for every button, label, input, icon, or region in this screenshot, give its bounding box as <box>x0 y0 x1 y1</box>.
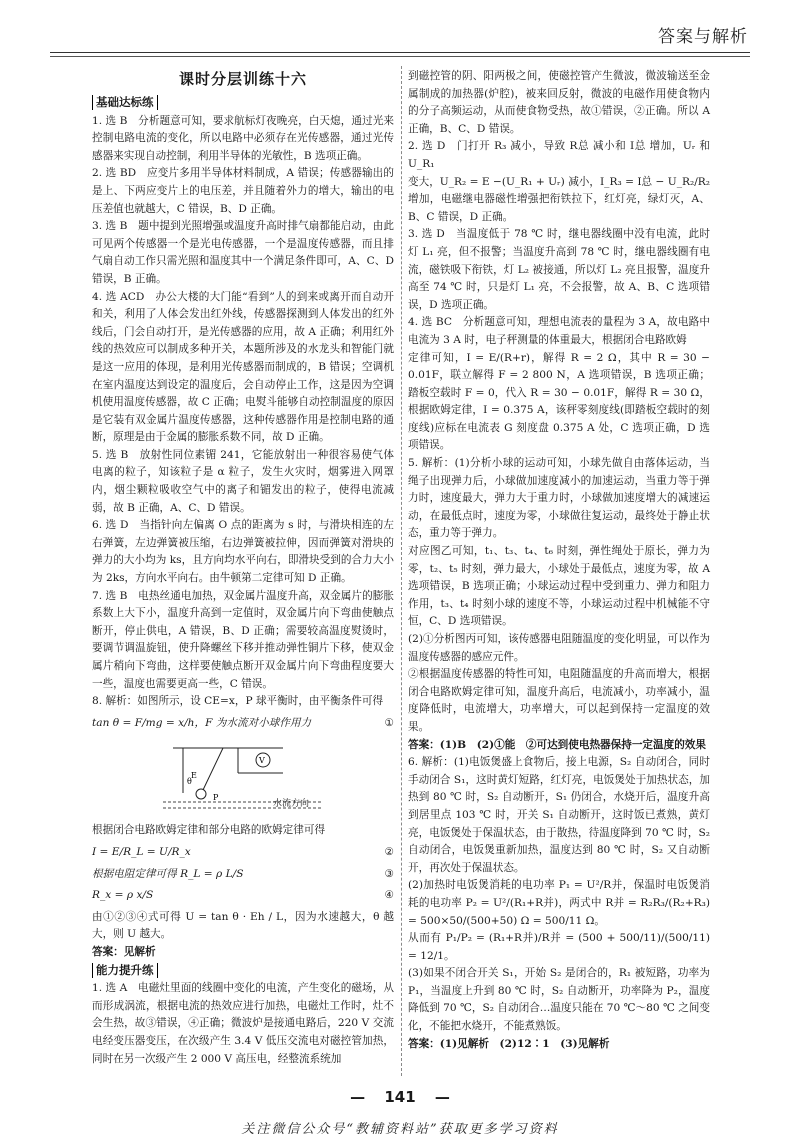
flow-direction-label: 水流方向 <box>273 799 310 810</box>
circuit-diagram <box>143 738 343 818</box>
section-basic: 基础达标练 <box>92 95 158 110</box>
header-title: 答案与解析 <box>658 27 748 47</box>
formula-2-text: I = E/R_L = U/R_x <box>92 845 191 858</box>
header-rule <box>50 52 750 53</box>
advanced-answer-2b: 变大，U_R₂ = E −(U_R₁ + Uᵣ) 减小，I_R₃ = I总 − U_R₂/R₂ 增加，电磁继电器磁性增强把衔铁拉下，红灯亮，绿灯灭，A、B、C 错误，D 正确。 <box>408 175 710 223</box>
svg-text:θ: θ <box>187 777 192 787</box>
answer-8-law: 根据闭合电路欧姆定律和部分电路的欧姆定律可得 <box>92 824 326 837</box>
answer-6: 6. 选 D 当指针向左偏离 O 点的距离为 s 时，与滑块相连的左右弹簧，左边弹簧被压缩，右边弹簧被拉伸，因而弹簧对滑块的弹力的大小均为 ks，且方向均水平向右，即滑块受到的合力大小为 2ks，方向水平向右。由牛顿第二定律可知 D 正确。 <box>92 519 394 585</box>
formula-4-number: ④ <box>384 889 394 902</box>
page-number-dash-left: — <box>350 1088 366 1106</box>
advanced-answer-4b: 定律可知，I = E/(R+r)，解得 R = 2 Ω，其中 R = 30 − 0.01F，联立解得 F = 2 800 N，A 选项错误，B 选项正确；踏板空载时 F = 0，代入 R = 30 − 0.01F，解得 R = 30 Ω，根据欧姆定律，I = 0.375 A，该秤零刻度线(即踏板空载时的刻度线)应标在电流表 G 刻度盘 0.375 A 处，C 选项正确，D 选项错误。 <box>408 351 710 452</box>
advanced-answer-1: 1. 选 A 电磁灶里面的线圈中变化的电流，产生变化的磁场，从而形成涡流，根据电流的热效应进行加热，电磁灶工作时，灶不会生热，故③错误，④正确；微波炉是接通电路后，220 V 交流电经变压器变压，在次级产生 3.4 V 低压交流电对磁控管加热，同时在另一次级产生 2 000 V 高压电，经整流系统加 <box>92 982 394 1065</box>
advanced-answer-2a: 2. 选 D 门打开 R₃ 减小，导致 R总 减小和 I总 增加，Uᵣ 和 U_R₁ <box>408 140 710 170</box>
advanced-answer-6a: 6. 解析：(1)电饭煲盛上食物后，接上电源，S₂ 自动闭合，同时手动闭合 S₁，这时黄灯短路，红灯亮，电饭煲处于加热状态，加热到 80 ℃ 时，S₂ 自动断开，S₁ 仍闭合，水烧开后，温度升高到居里点 103 ℃ 时，开关 S₁ 自动断开，这时饭已煮熟，黄灯亮，电饭煲处于保温状态，由于散热，待温度降到 70 ℃ 时，S₂ 自动闭合，电饭煲重新加热，温度达到 80 ℃ 时，S₂ 又自动断开，再次处于保温状态。 <box>408 756 710 874</box>
advanced-answer-5-final: 答案：(1)B (2)①能 ②可达到使电热器保持一定温度的效果 <box>408 738 706 751</box>
header-rule-thin <box>50 56 750 57</box>
ball-icon <box>196 789 206 799</box>
advanced-answer-5a: 5. 解析：(1)分析小球的运动可知，小球先做自由落体运动，当绳子出现弹力后，小球做加速度减小的加速运动，当重力等于弹力时，速度最大，弹力大于重力时，小球做加速度增大的减速运动，在最低点时，速度为零，小球做往复运动，最终处于静止状态，重力等于弹力。 <box>408 457 710 540</box>
formula-1 <box>92 715 394 733</box>
formula-2 <box>92 844 394 862</box>
page-header <box>0 0 800 58</box>
column-divider <box>401 66 402 1076</box>
formula-1-number: ① <box>384 716 394 729</box>
answer-8-final: 答案：见解析 <box>92 945 156 958</box>
page-number-dash-right: — <box>434 1088 450 1106</box>
answer-3: 3. 选 B 题中提到光照增强或温度升高时排气扇都能启动，由此可见两个传感器一个是光电传感器，一个是温度传感器，而且排气扇自动工作只需光照和温度其中一个满足条件即可，A、C、D 错误，B 正确。 <box>92 220 394 285</box>
left-column <box>92 68 394 1068</box>
page-title: 课时分层训练十六 <box>178 70 307 88</box>
answer-5: 5. 选 B 放射性同位素镅 241，它能放射出一种很容易使气体电离的粒子，知该粒子是 α 粒子，发生火灾时，烟雾进入网罩内，烟尘颗粒吸收空气中的离子和镅发出的粒子，使得电流减弱，故 B 正确，A、C、D 错误。 <box>92 448 394 514</box>
formula-3-number: ③ <box>384 867 394 880</box>
advanced-answer-3: 3. 选 D 当温度低于 78 ℃ 时，继电器线圈中没有电流，此时灯 L₁ 亮，但不报警；当温度升高到 78 ℃ 时，继电器线圈有电流，磁铁吸下衔铁，灯 L₂ 被接通，所以灯 L₂ 亮且报警，温度升高至 74 ℃ 时，只是灯 L₁ 亮，不会报警，故 A、B、C 选项错误，D 选项正确。 <box>408 228 710 311</box>
svg-text:V: V <box>259 756 265 766</box>
page-number <box>0 1088 800 1106</box>
svg-text:E: E <box>191 771 197 781</box>
advanced-answer-5b: 对应图乙可知，t₁、t₃、t₄、t₆ 时刻，弹性绳处于原长，弹力为零，t₂、t₅ 时刻，弹力最大，小球处于最低点，速度为零，故 A 选项错误，B 选项正确；小球运动过程中受到重力、弹力和阻力作用，t₃、t₄ 时刻小球的速度不等，小球运动过程中机械能不守恒，C、D 选项错误。 <box>408 545 710 628</box>
answer-8-conclusion: 由①②③④式可得 U = tan θ · Eh / L，因为水速越大，θ 越大，则 U 越大。 <box>92 910 394 941</box>
answer-7: 7. 选 B 电热丝通电加热，双金属片温度升高，双金属片的膨胀系数上大下小，温度升高到一定值时，双金属片向下弯曲使触点断开，停止供电，A 错误，B、D 正确；需要较高温度熨烫时，要调节调温旋钮，使升降螺丝下移并推动弹性铜片下移，使双金属片稍向下弯曲，这样要使触点断开双金属片向下弯曲程度要大一些，温度也需要更高一些，C 错误。 <box>92 589 394 690</box>
footer-note: 关注微信公众号“教辅资料站”获取更多学习资料 <box>241 1122 559 1137</box>
advanced-answer-6d: (3)如果不闭合开关 S₁，开始 S₂ 是闭合的，R₁ 被短路，功率为 P₁，当温度上升到 80 ℃ 时，S₂ 自动断开，功率降为 P₂，温度降低到 70 ℃，S₂ 自动闭合…温度只能在 70 ℃～80 ℃ 之间变化，不能把水烧开，不能煮熟饭。 <box>408 967 710 1033</box>
advanced-answer-6c: 从而有 P₁/P₂ = (R₁+R并)/R并 = (500 + 500/11)/(500/11) = 12/1。 <box>408 932 710 962</box>
answer-4: 4. 选 ACD 办公大楼的大门能“看到”人的到来或离开而自动开和关，利用了人体会发出红外线，传感器探测到人体发出的红外线后，门会自动打开，是光传感器的应用，故 A 正确；利用红外线的热效应可以制成多种开关，本题所涉及的水龙头和智能门就是这一应用的体现，是利用光传感器而制成的，B 错误；空调机在室内温度达到设定的温度后，会自动停止工作，这是因为空调机使用温度传感器，故 C 正确；电熨斗能够自动控制温度的原因是它装有双金属片温度传感器，这种传感器作用是控制电路的通断，原理是由于金属的膨胀系数不同，故 D 正确。 <box>92 290 394 444</box>
formula-1-text: tan θ = F/mg = x/h，F 为水流对小球作用力 <box>92 716 312 729</box>
right-column <box>408 68 710 1053</box>
formula-3 <box>92 866 394 884</box>
water-flow-figure <box>143 738 343 818</box>
advanced-answer-5c: (2)①分析图丙可知，该传感器电阻随温度的变化明显，可以作为温度传感器的感应元件。 <box>408 633 710 663</box>
svg-text:P: P <box>213 793 219 803</box>
advanced-answer-6-final: 答案：(1)见解析 (2)12∶1 (3)见解析 <box>408 1037 610 1050</box>
formula-4-text: R_x = ρ x/S <box>92 889 154 902</box>
formula-2-number: ② <box>384 845 394 858</box>
advanced-answer-5d: ②根据温度传感器的特性可知，电阻随温度的升高而增大，根据闭合电路欧姆定律可知，温度升高后，电流减小，功率减小，温度降低时，电流增大，功率增大，可以起到保持一定温度的效果。 <box>408 668 710 733</box>
answer-8-intro: 8. 解析：如图所示，设 CE=x，P 球平衡时，由平衡条件可得 <box>92 695 384 708</box>
formula-3-text: 根据电阻定律可得 R_L = ρ L/S <box>92 867 244 880</box>
section-advanced: 能力提升练 <box>92 963 158 978</box>
formula-4 <box>92 887 394 905</box>
answer-1: 1. 选 B 分析题意可知，要求航标灯夜晚亮，白天熄，通过光来控制电路电流的变化，所以电路中必须存在光传感器，通过光传感器来实现自动控制，利用半导体的光敏性，B 选项正确。 <box>92 114 394 162</box>
page-number-value: 141 <box>384 1088 416 1106</box>
answer-2: 2. 选 BD 应变片多用半导体材料制成，A 错误；传感器输出的是上、下两应变片上的电压差，并且随着外力的增大，输出的电压差值也就越大，C 错误，B、D 正确。 <box>92 167 394 215</box>
advanced-answer-1-continued: 到磁控管的阴、阳两极之间，使磁控管产生微波，微波输送至金属制成的加热器(炉腔)，被来回反射，微波的电磁作用使食物内的分子高频运动，从而使食物受热，故①错误，②正确。所以 A 正确，B、C、D 错误。 <box>408 70 710 135</box>
advanced-answer-4a: 4. 选 BC 分析题意可知，理想电流表的量程为 3 A，故电路中电流为 3 A 时，电子秤测量的体重最大，根据闭合电路欧姆 <box>408 316 710 346</box>
advanced-answer-6b: (2)加热时电饭煲消耗的电功率 P₁ = U²/R并，保温时电饭煲消耗的电功率 P₂ = U²/(R₁+R并)，两式中 R并 = R₂R₃/(R₂+R₃) = 500×50/(500+50) Ω = 500/11 Ω。 <box>408 879 710 927</box>
